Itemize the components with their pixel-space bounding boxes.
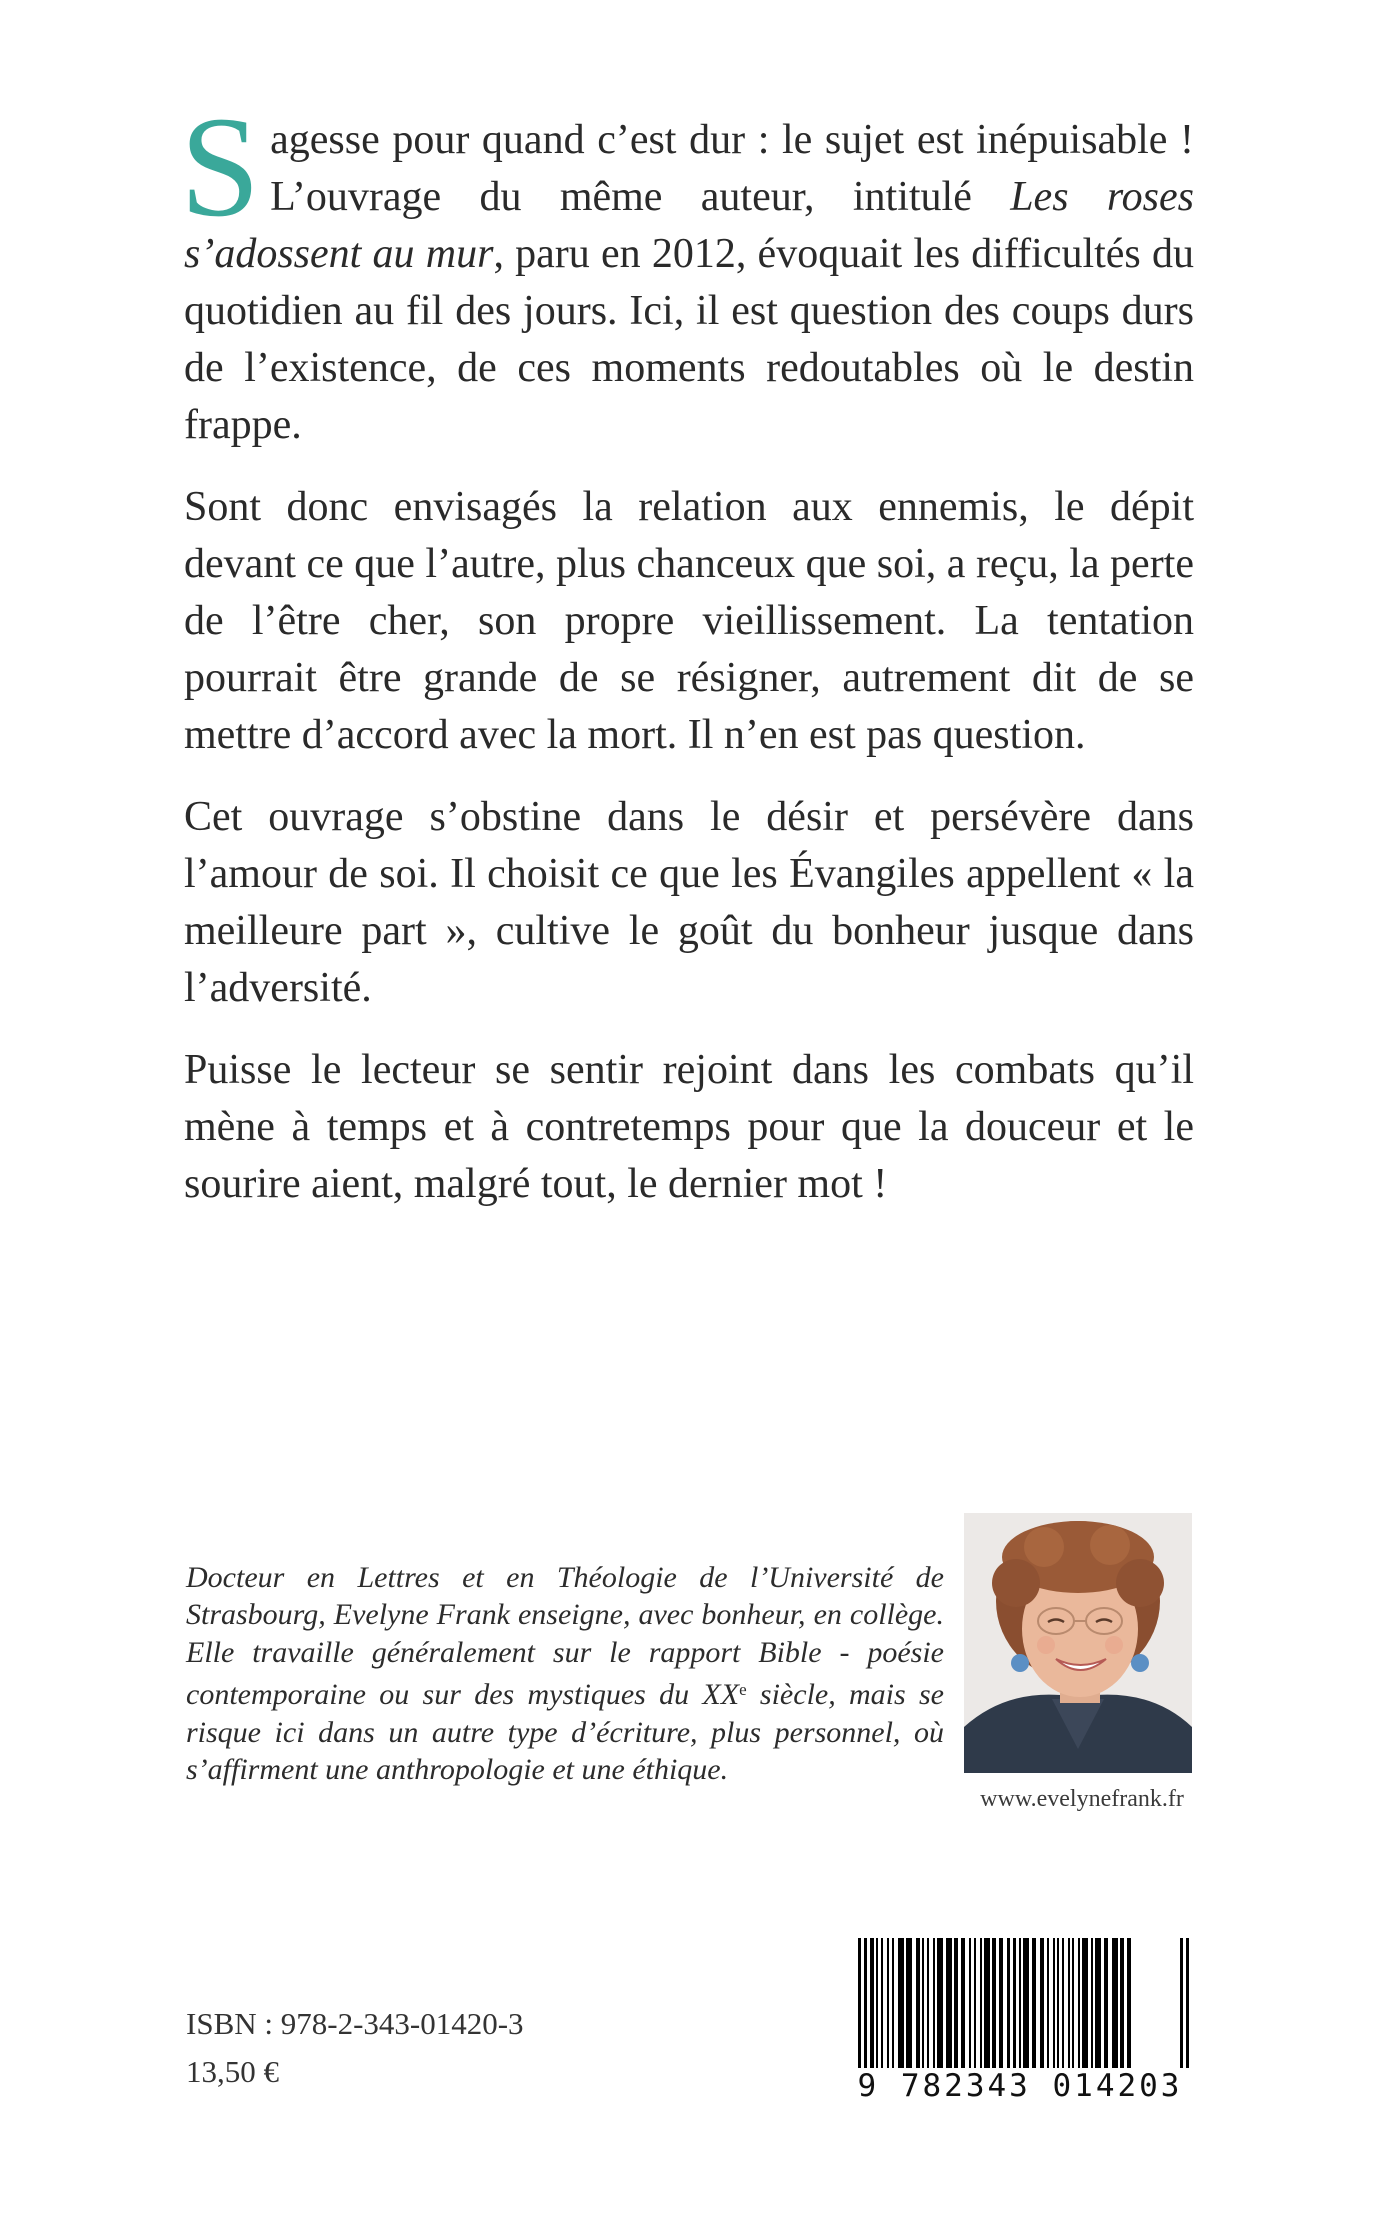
blurb-paragraph-1 [180, 88, 1195, 454]
barcode-bar [922, 1938, 924, 2068]
barcode-bar [1095, 1938, 1101, 2068]
author-bio [186, 1559, 944, 1788]
barcode-bar [974, 1938, 976, 2068]
barcode-bar [916, 1938, 920, 2068]
barcode-bar [1057, 1938, 1059, 2068]
author-portrait-icon [964, 1513, 1192, 1773]
blurb-p1-start: agesse pour quand c’est dur : le sujet est inépuisable ! L’ouvrage du même auteur, intitulé [270, 117, 1194, 220]
barcode-bar [1023, 1938, 1029, 2068]
barcode-bar [980, 1938, 982, 2068]
barcode-bar [1120, 1938, 1124, 2068]
barcode-bar [1091, 1938, 1093, 2068]
blurb-paragraph-3: Cet ouvrage s’obstine dans le désir et persévère dans l’amour de soi. Il choisit ce que les Évangiles appellent « la meilleure part », cultive le goût du bonheur jusque dans l’adversité. [184, 794, 1194, 1011]
barcode-bar [876, 1938, 878, 2068]
barcode-bar [1112, 1938, 1118, 2068]
barcode-bar [992, 1938, 996, 2068]
author-portrait-svg [964, 1513, 1192, 1773]
barcode-bar [1082, 1938, 1088, 2068]
barcode-bar [1053, 1938, 1055, 2068]
barcode-bar [1078, 1938, 1080, 2068]
barcode-bar [1047, 1938, 1049, 2068]
barcode-bar [1062, 1938, 1064, 2068]
blurb-p1-end: , paru en 2012, évoquait les difficultés du quotidien au fil des jours. Ici, il est question des coups durs de l’existence, de ces moments redoutables où le destin frappe. [184, 231, 1194, 448]
barcode-bar [1072, 1938, 1074, 2068]
book-title-reference: Les roses s’adossent au mur [184, 174, 1195, 277]
author-website: www.evelynefrank.fr [980, 1786, 1184, 1812]
barcode-bar [961, 1938, 965, 2068]
bio-superscript: e [739, 1680, 747, 1700]
barcode-bar [954, 1938, 958, 2068]
barcode-bar [1068, 1938, 1070, 2068]
price-label: 13,50 € [186, 2054, 279, 2089]
isbn-label: ISBN : 978-2-343-01420-3 [186, 2006, 524, 2041]
bio-text-end: siècle, mais se risque ici dans un autre type d’écriture, plus personnel, où s’affirment une anthropologie et une éthique. [186, 1678, 944, 1787]
barcode-bar [927, 1938, 929, 2068]
barcode-bar [946, 1938, 952, 2068]
barcode-bar [881, 1938, 883, 2068]
bio-text-start: Docteur en Lettres et en Théologie de l’Université de Strasbourg, Evelyne Frank enseigne, avec bonheur, en collège. Elle travaille généralement sur le rapport Bible - poésie contemporaine ou sur des mystiques du XX [186, 1561, 944, 1712]
barcode-bar [984, 1938, 990, 2068]
barcode-bar [1104, 1938, 1108, 2068]
drop-cap: S [180, 88, 261, 247]
barcode-bar [887, 1938, 889, 2068]
barcode-bar [1019, 1938, 1021, 2068]
blurb-paragraph-2: Sont donc envisagés la relation aux ennemis, le dépit devant ce que l’autre, plus chanceux que soi, a reçu, la perte de l’être cher, son propre vieillissement. La tentation pourrait être grande de se résigner, autrement dit de se mettre d’accord avec la mort. Il n’en est pas question. [184, 484, 1194, 758]
barcode-bar [892, 1938, 894, 2068]
barcode-bar [1032, 1938, 1036, 2068]
barcode-digits: 9 782343 014203 [844, 2068, 1196, 2104]
barcode-bar [969, 1938, 971, 2068]
back-cover-blurb [180, 88, 1195, 1238]
blurb-paragraph-4: Puisse le lecteur se sentir rejoint dans les combats qu’il mène à temps et à contretemps pour que la douceur et le sourire aient, malgré tout, le dernier mot ! [184, 1047, 1194, 1207]
barcode-bar [937, 1938, 943, 2068]
barcode-bar [870, 1938, 874, 2068]
barcode-bar [933, 1938, 935, 2068]
barcode-bar [1127, 1938, 1131, 2068]
barcode-bar [906, 1938, 912, 2068]
barcode-bar [898, 1938, 904, 2068]
barcode-bar [1040, 1938, 1044, 2068]
barcode-bar [999, 1938, 1003, 2068]
